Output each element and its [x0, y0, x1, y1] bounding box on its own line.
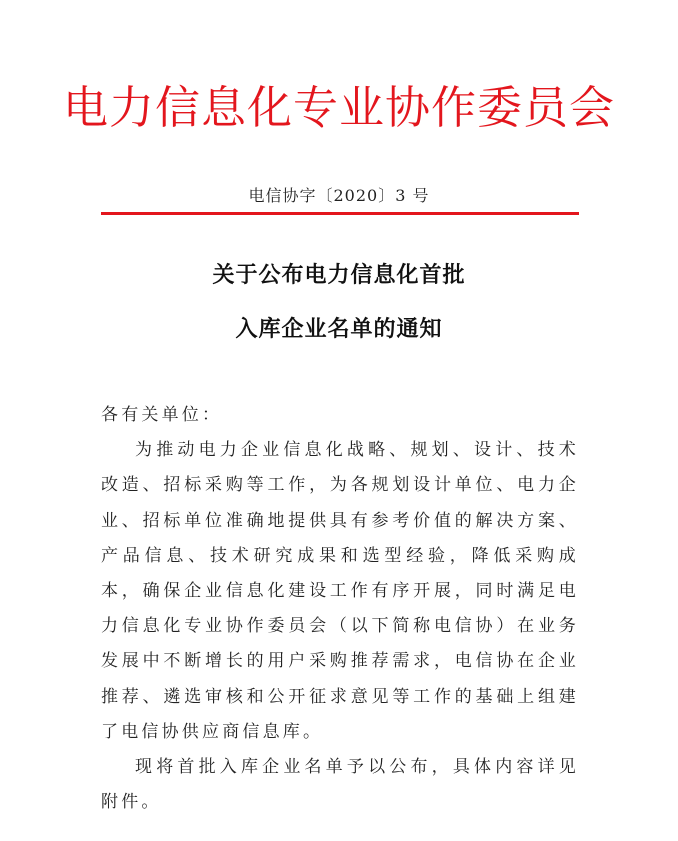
notice-title-line-1: 关于公布电力信息化首批	[212, 262, 466, 288]
notice-title-line-2: 入库企业名单的通知	[235, 316, 443, 342]
organization-masthead: 电力信息化专业协作委员会	[62, 81, 615, 134]
notice-body	[101, 398, 579, 820]
body-paragraph: 为推动电力企业信息化战略、规划、设计、技术改造、招标采购等工作，为各规划设计单位、电力企业、招标单位准确地提供具有参考价值的解决方案、产品信息、技术研究成果和选型经验，降低采购成本，确保企业信息化建设工作有序开展，同时满足电力信息化专业协作委员会（以下简称电信协）在业务发展中不断增长的用户采购推荐需求，电信协在企业推荐、遴选审核和公开征求意见等工作的基础上组建了电信协供应商信息库。	[101, 440, 579, 742]
body-paragraph: 现将首批入库企业名单予以公布，具体内容详见附件。	[101, 757, 579, 813]
salutation: 各有关单位：	[101, 405, 223, 425]
document-number: 电信协字〔2020〕3 号	[248, 186, 430, 205]
red-divider-line	[101, 212, 579, 215]
